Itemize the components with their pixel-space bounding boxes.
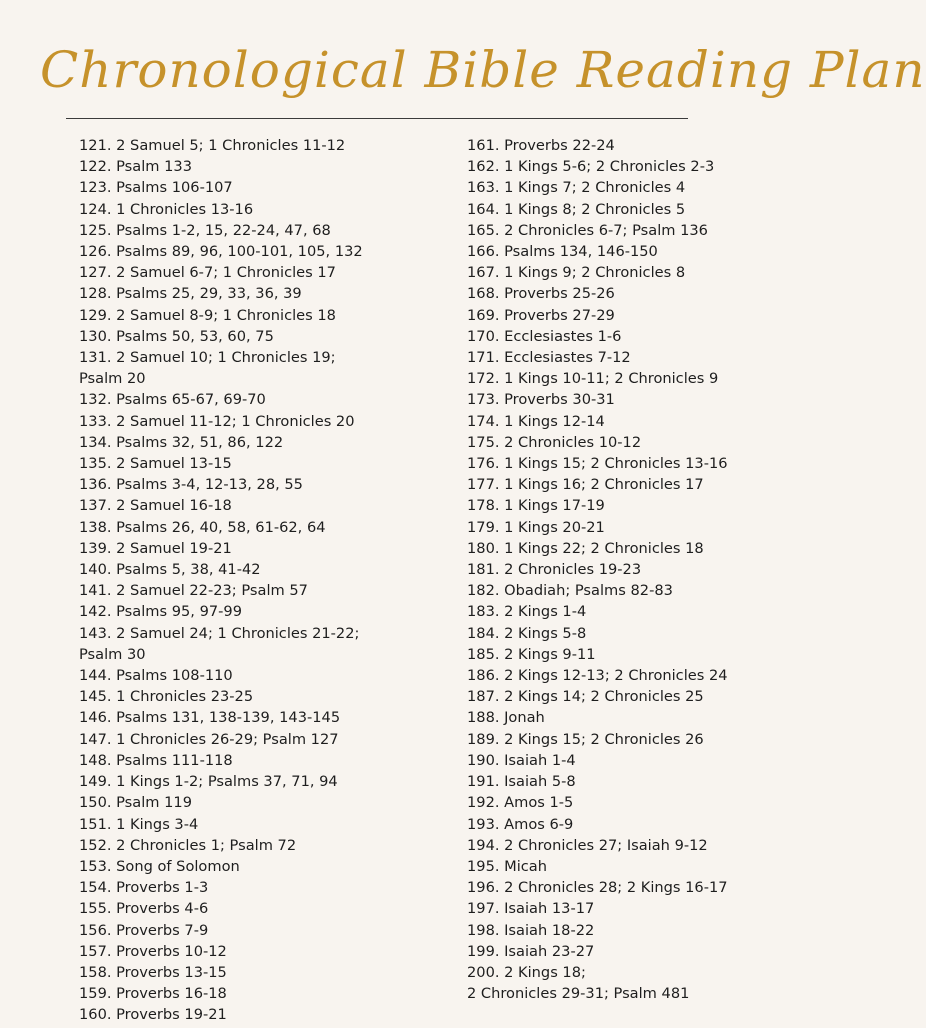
reading-entry: 163. 1 Kings 7; 2 Chronicles 4 (467, 179, 686, 197)
reading-entry: 172. 1 Kings 10-11; 2 Chronicles 9 (467, 370, 719, 388)
reading-list-right (467, 135, 787, 1004)
reading-entry: 200. 2 Kings 18; (467, 963, 586, 981)
title-divider (66, 118, 688, 119)
reading-entry: 129. 2 Samuel 8-9; 1 Chronicles 18 (79, 306, 336, 324)
page-title: Chronological Bible Reading Plan (40, 41, 926, 99)
reading-entry: 139. 2 Samuel 19-21 (79, 539, 232, 557)
reading-entry: 153. Song of Solomon (79, 857, 240, 875)
reading-entry: 146. Psalms 131, 138-139, 143-145 (79, 709, 341, 727)
reading-entry: 143. 2 Samuel 24; 1 Chronicles 21-22; (79, 624, 360, 642)
reading-entry: 159. Proverbs 16-18 (79, 985, 227, 1003)
reading-entry: 185. 2 Kings 9-11 (467, 645, 596, 663)
reading-entry: 197. Isaiah 13-17 (467, 900, 595, 918)
reading-entry: 181. 2 Chronicles 19-23 (467, 561, 642, 579)
reading-entry: 179. 1 Kings 20-21 (467, 518, 605, 536)
reading-entry: 180. 1 Kings 22; 2 Chronicles 18 (467, 539, 704, 557)
reading-entry: Psalm 30 (79, 645, 146, 663)
reading-entry: 199. Isaiah 23-27 (467, 942, 595, 960)
reading-entry: 195. Micah (467, 857, 547, 875)
reading-entry: 142. Psalms 95, 97-99 (79, 603, 242, 621)
reading-entry: 173. Proverbs 30-31 (467, 391, 615, 409)
reading-entry: 157. Proverbs 10-12 (79, 942, 227, 960)
reading-entry: 166. Psalms 134, 146-150 (467, 243, 658, 261)
reading-entry: 198. Isaiah 18-22 (467, 921, 595, 939)
reading-entry: 130. Psalms 50, 53, 60, 75 (79, 327, 274, 345)
reading-entry: 122. Psalm 133 (79, 158, 192, 176)
reading-entry: 152. 2 Chronicles 1; Psalm 72 (79, 836, 297, 854)
reading-entry: 161. Proverbs 22-24 (467, 137, 615, 154)
reading-entry: 132. Psalms 65-67, 69-70 (79, 391, 266, 409)
reading-entry: 124. 1 Chronicles 13-16 (79, 200, 254, 218)
reading-entry: 169. Proverbs 27-29 (467, 306, 615, 324)
reading-entry: 170. Ecclesiastes 1-6 (467, 327, 622, 345)
reading-entry: 177. 1 Kings 16; 2 Chronicles 17 (467, 476, 704, 494)
reading-entry: 147. 1 Chronicles 26-29; Psalm 127 (79, 730, 339, 748)
reading-entry: 131. 2 Samuel 10; 1 Chronicles 19; (79, 349, 336, 367)
reading-entry: 145. 1 Chronicles 23-25 (79, 688, 254, 706)
reading-entry: 125. Psalms 1-2, 15, 22-24, 47, 68 (79, 221, 331, 239)
reading-entry: 184. 2 Kings 5-8 (467, 624, 587, 642)
reading-entry: 165. 2 Chronicles 6-7; Psalm 136 (467, 221, 708, 239)
reading-entry: 134. Psalms 32, 51, 86, 122 (79, 433, 284, 451)
reading-entry: 127. 2 Samuel 6-7; 1 Chronicles 17 (79, 264, 336, 282)
reading-entry: 189. 2 Kings 15; 2 Chronicles 26 (467, 730, 704, 748)
reading-entry: 133. 2 Samuel 11-12; 1 Chronicles 20 (79, 412, 355, 430)
reading-entry: 186. 2 Kings 12-13; 2 Chronicles 24 (467, 667, 728, 685)
reading-entry: 196. 2 Chronicles 28; 2 Kings 16-17 (467, 879, 728, 897)
reading-entry: 190. Isaiah 1-4 (467, 751, 576, 769)
reading-entry: 191. Isaiah 5-8 (467, 773, 576, 791)
reading-entry: 187. 2 Kings 14; 2 Chronicles 25 (467, 688, 704, 706)
reading-entry: 141. 2 Samuel 22-23; Psalm 57 (79, 582, 308, 600)
reading-entry: 162. 1 Kings 5-6; 2 Chronicles 2-3 (467, 158, 715, 176)
reading-entry: 178. 1 Kings 17-19 (467, 497, 605, 515)
reading-entry: 183. 2 Kings 1-4 (467, 603, 587, 621)
reading-entry: 135. 2 Samuel 13-15 (79, 455, 232, 473)
reading-entry: 149. 1 Kings 1-2; Psalms 37, 71, 94 (79, 773, 338, 791)
reading-entry: 148. Psalms 111-118 (79, 751, 233, 769)
reading-entry: 193. Amos 6-9 (467, 815, 574, 833)
reading-list-left (79, 135, 449, 1026)
reading-entry: 182. Obadiah; Psalms 82-83 (467, 582, 673, 600)
reading-entry: 144. Psalms 108-110 (79, 667, 233, 685)
reading-entry: 151. 1 Kings 3-4 (79, 815, 199, 833)
reading-entry: 167. 1 Kings 9; 2 Chronicles 8 (467, 264, 686, 282)
reading-entry: 140. Psalms 5, 38, 41-42 (79, 561, 261, 579)
reading-entry: 158. Proverbs 13-15 (79, 963, 227, 981)
reading-entry: Psalm 20 (79, 370, 146, 388)
reading-entry: 154. Proverbs 1-3 (79, 879, 209, 897)
reading-entry: 150. Psalm 119 (79, 794, 192, 812)
reading-entry: 175. 2 Chronicles 10-12 (467, 433, 642, 451)
reading-entry: 123. Psalms 106-107 (79, 179, 233, 197)
reading-entry: 176. 1 Kings 15; 2 Chronicles 13-16 (467, 455, 728, 473)
reading-entry: 194. 2 Chronicles 27; Isaiah 9-12 (467, 836, 708, 854)
reading-entry: 138. Psalms 26, 40, 58, 61-62, 64 (79, 518, 326, 536)
reading-entry: 126. Psalms 89, 96, 100-101, 105, 132 (79, 243, 363, 261)
reading-entry: 121. 2 Samuel 5; 1 Chronicles 11-12 (79, 137, 346, 154)
reading-entry: 155. Proverbs 4-6 (79, 900, 209, 918)
reading-entry: 2 Chronicles 29-31; Psalm 481 (467, 985, 690, 1003)
reading-entry: 174. 1 Kings 12-14 (467, 412, 605, 430)
reading-entry: 164. 1 Kings 8; 2 Chronicles 5 (467, 200, 686, 218)
reading-entry: 160. Proverbs 19-21 (79, 1006, 227, 1024)
reading-entry: 188. Jonah (467, 709, 545, 727)
reading-entry: 192. Amos 1-5 (467, 794, 574, 812)
reading-entry: 137. 2 Samuel 16-18 (79, 497, 232, 515)
reading-entry: 136. Psalms 3-4, 12-13, 28, 55 (79, 476, 303, 494)
reading-entry: 168. Proverbs 25-26 (467, 285, 615, 303)
reading-entry: 128. Psalms 25, 29, 33, 36, 39 (79, 285, 302, 303)
reading-entry: 171. Ecclesiastes 7-12 (467, 349, 631, 367)
reading-entry: 156. Proverbs 7-9 (79, 921, 209, 939)
